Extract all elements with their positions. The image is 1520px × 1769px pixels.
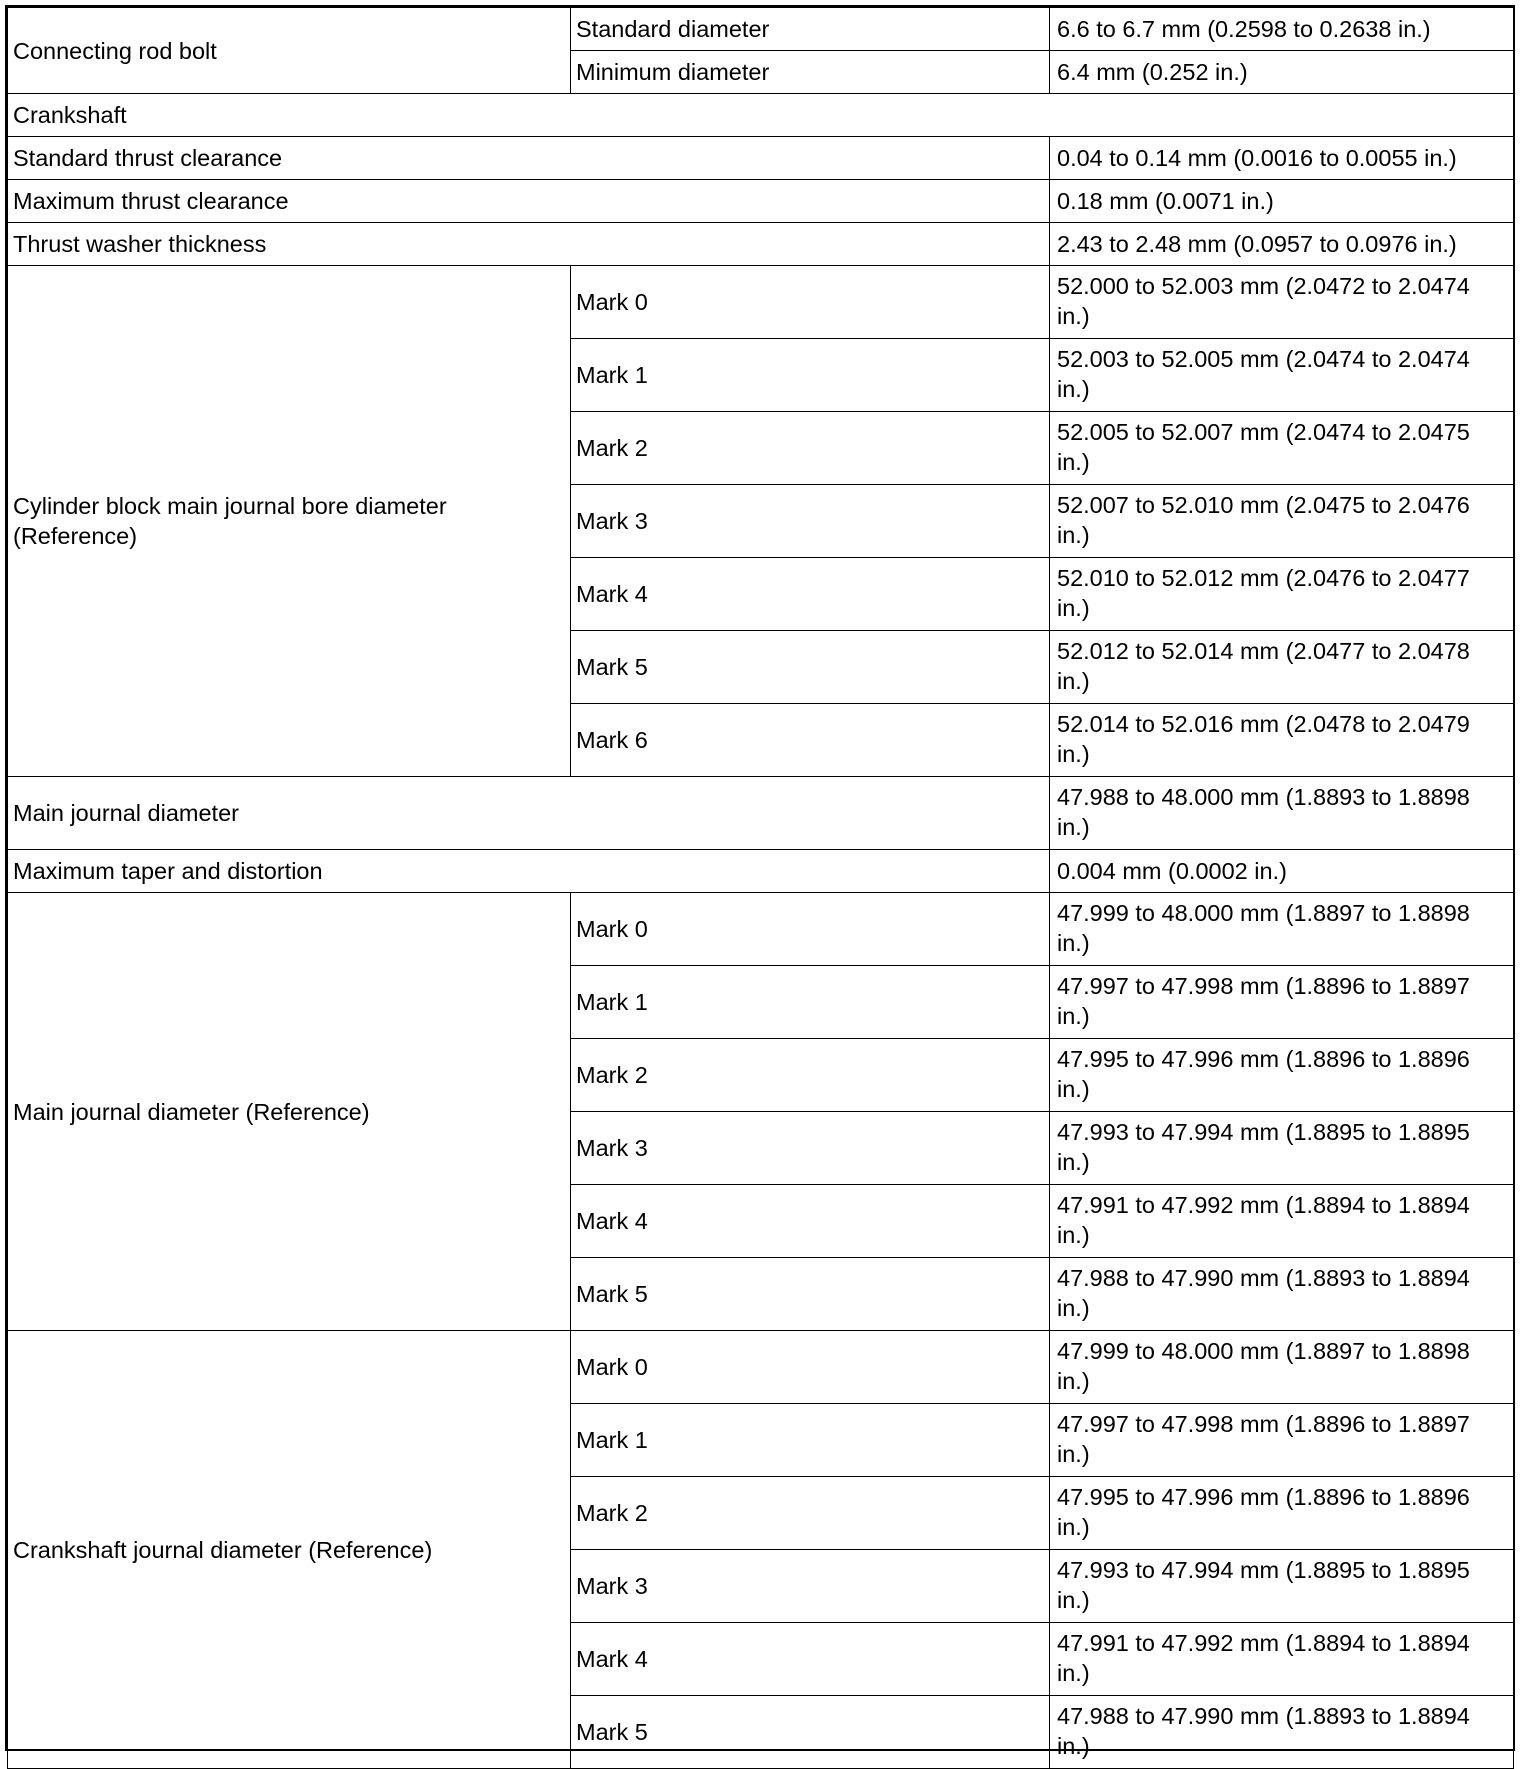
standard-diameter-label: Standard diameter [571, 8, 1050, 51]
crankshaft-journal-mark-value: 47.988 to 47.990 mm (1.8893 to 1.8894 in.) [1050, 1696, 1514, 1769]
bore-mark-value: 52.007 to 52.010 mm (2.0475 to 2.0476 in.) [1050, 485, 1514, 558]
main-journal-mark-value: 47.999 to 48.000 mm (1.8897 to 1.8898 in.) [1050, 893, 1514, 966]
maximum-thrust-clearance-value: 0.18 mm (0.0071 in.) [1050, 180, 1514, 223]
table-row [8, 850, 1514, 893]
main-journal-mark-label: Mark 1 [571, 966, 1050, 1039]
crankshaft-journal-mark-value: 47.999 to 48.000 mm (1.8897 to 1.8898 in.) [1050, 1331, 1514, 1404]
table-row [8, 777, 1514, 850]
bore-mark-label: Mark 2 [571, 412, 1050, 485]
maximum-thrust-clearance-label: Maximum thrust clearance [8, 180, 1050, 223]
thrust-washer-thickness-value: 2.43 to 2.48 mm (0.0957 to 0.0976 in.) [1050, 223, 1514, 266]
standard-thrust-clearance-value: 0.04 to 0.14 mm (0.0016 to 0.0055 in.) [1050, 137, 1514, 180]
main-journal-mark-label: Mark 4 [571, 1185, 1050, 1258]
bore-mark-value: 52.000 to 52.003 mm (2.0472 to 2.0474 in.) [1050, 266, 1514, 339]
main-journal-mark-value: 47.995 to 47.996 mm (1.8896 to 1.8896 in.) [1050, 1039, 1514, 1112]
bore-diameter-label: Cylinder block main journal bore diameter (Reference) [8, 266, 571, 777]
main-journal-mark-label: Mark 0 [571, 893, 1050, 966]
minimum-diameter-value: 6.4 mm (0.252 in.) [1050, 51, 1514, 94]
table-row [8, 137, 1514, 180]
maximum-taper-label: Maximum taper and distortion [8, 850, 1050, 893]
bore-mark-value: 52.014 to 52.016 mm (2.0478 to 2.0479 in.) [1050, 704, 1514, 777]
crankshaft-journal-mark-value: 47.995 to 47.996 mm (1.8896 to 1.8896 in.) [1050, 1477, 1514, 1550]
standard-thrust-clearance-label: Standard thrust clearance [8, 137, 1050, 180]
bore-mark-value: 52.005 to 52.007 mm (2.0474 to 2.0475 in.) [1050, 412, 1514, 485]
crankshaft-journal-reference-label: Crankshaft journal diameter (Reference) [8, 1331, 571, 1769]
main-journal-mark-label: Mark 2 [571, 1039, 1050, 1112]
main-journal-mark-value: 47.988 to 47.990 mm (1.8893 to 1.8894 in.) [1050, 1258, 1514, 1331]
table-row [8, 266, 1514, 339]
main-journal-mark-value: 47.991 to 47.992 mm (1.8894 to 1.8894 in.) [1050, 1185, 1514, 1258]
crankshaft-journal-mark-value: 47.997 to 47.998 mm (1.8896 to 1.8897 in.) [1050, 1404, 1514, 1477]
connecting-rod-bolt-label: Connecting rod bolt [8, 8, 571, 94]
bore-mark-value: 52.003 to 52.005 mm (2.0474 to 2.0474 in.) [1050, 339, 1514, 412]
crankshaft-journal-mark-label: Mark 3 [571, 1550, 1050, 1623]
table-row [8, 893, 1514, 966]
crankshaft-journal-mark-label: Mark 1 [571, 1404, 1050, 1477]
table-row [8, 8, 1514, 51]
crankshaft-heading: Crankshaft [8, 94, 1514, 137]
crankshaft-journal-mark-value: 47.991 to 47.992 mm (1.8894 to 1.8894 in.) [1050, 1623, 1514, 1696]
main-journal-mark-value: 47.993 to 47.994 mm (1.8895 to 1.8895 in.) [1050, 1112, 1514, 1185]
crankshaft-journal-mark-label: Mark 4 [571, 1623, 1050, 1696]
section-heading-row [8, 94, 1514, 137]
crankshaft-journal-mark-label: Mark 0 [571, 1331, 1050, 1404]
bore-mark-label: Mark 0 [571, 266, 1050, 339]
crankshaft-journal-mark-value: 47.993 to 47.994 mm (1.8895 to 1.8895 in.) [1050, 1550, 1514, 1623]
standard-diameter-value: 6.6 to 6.7 mm (0.2598 to 0.2638 in.) [1050, 8, 1514, 51]
main-journal-mark-label: Mark 5 [571, 1258, 1050, 1331]
minimum-diameter-label: Minimum diameter [571, 51, 1050, 94]
bore-mark-label: Mark 1 [571, 339, 1050, 412]
thrust-washer-thickness-label: Thrust washer thickness [8, 223, 1050, 266]
main-journal-diameter-label: Main journal diameter [8, 777, 1050, 850]
bore-mark-label: Mark 5 [571, 631, 1050, 704]
main-journal-diameter-value: 47.988 to 48.000 mm (1.8893 to 1.8898 in.) [1050, 777, 1514, 850]
table-row [8, 180, 1514, 223]
crankshaft-journal-mark-label: Mark 5 [571, 1696, 1050, 1769]
bore-mark-label: Mark 3 [571, 485, 1050, 558]
maximum-taper-value: 0.004 mm (0.0002 in.) [1050, 850, 1514, 893]
bore-mark-value: 52.012 to 52.014 mm (2.0477 to 2.0478 in.) [1050, 631, 1514, 704]
main-journal-reference-label: Main journal diameter (Reference) [8, 893, 571, 1331]
bore-mark-label: Mark 6 [571, 704, 1050, 777]
bore-mark-value: 52.010 to 52.012 mm (2.0476 to 2.0477 in.) [1050, 558, 1514, 631]
main-journal-mark-label: Mark 3 [571, 1112, 1050, 1185]
spec-table [7, 7, 1514, 1769]
bore-mark-label: Mark 4 [571, 558, 1050, 631]
table-row [8, 1331, 1514, 1404]
crankshaft-journal-mark-label: Mark 2 [571, 1477, 1050, 1550]
main-journal-mark-value: 47.997 to 47.998 mm (1.8896 to 1.8897 in.) [1050, 966, 1514, 1039]
table-row [8, 223, 1514, 266]
